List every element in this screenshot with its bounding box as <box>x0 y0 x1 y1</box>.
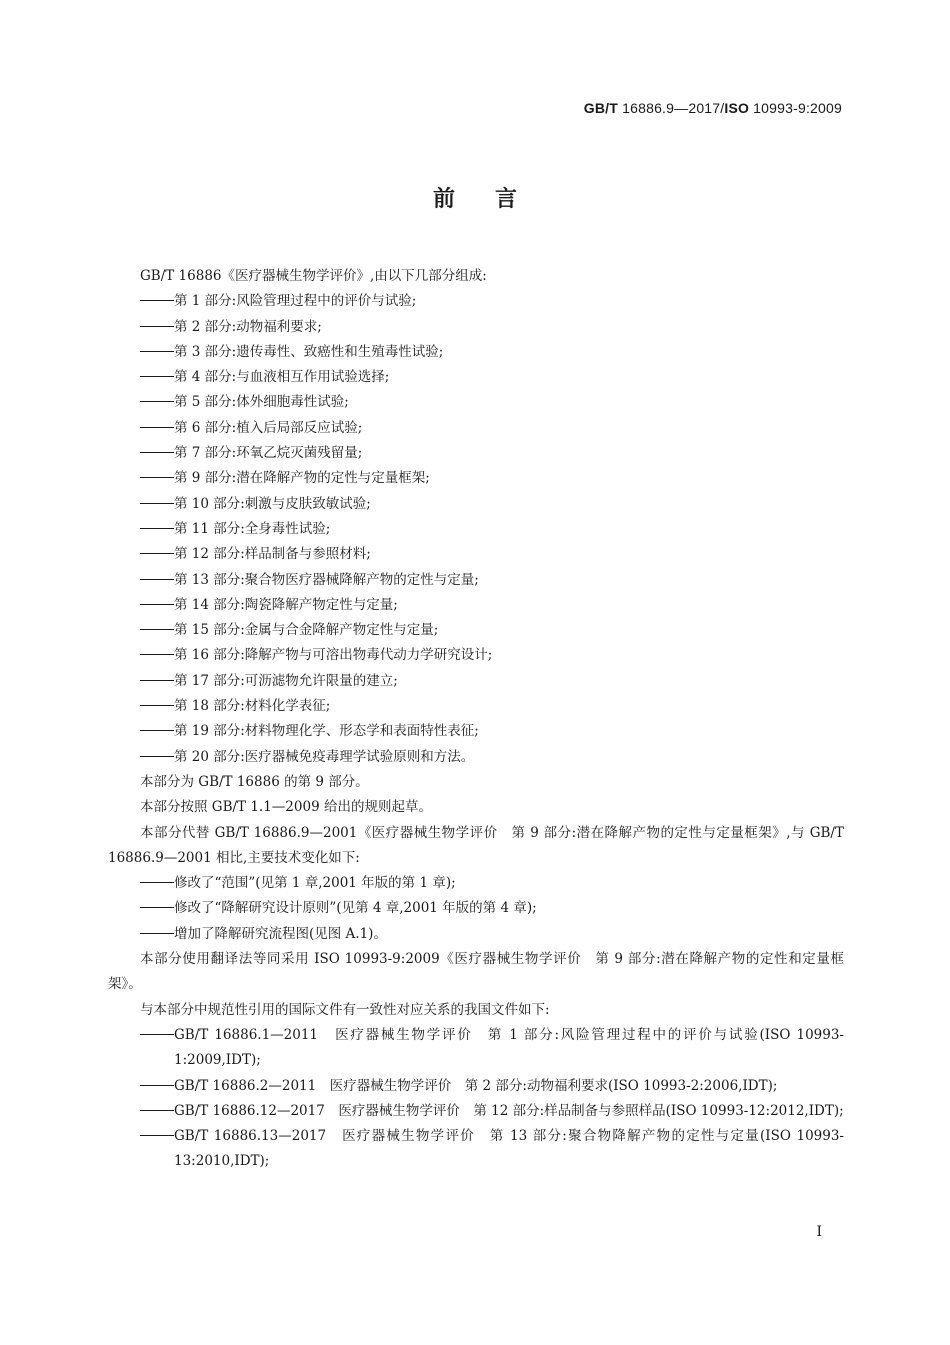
part-item: 第 14 部分:陶瓷降解产物定性与定量; <box>108 593 844 618</box>
em-dash-line <box>140 629 174 630</box>
ref-item: GB/T 16886.13—2017 医疗器械生物学评价 第 13 部分:聚合物降解产物的定性与定量(ISO 10993-13:2010,IDT); <box>108 1124 844 1175</box>
change-item: 修改了“范围”(见第 1 章,2001 年版的第 1 章); <box>108 871 844 896</box>
part-item: 第 12 部分:样品制备与参照材料; <box>108 542 844 567</box>
rules-paragraph: 本部分按照 GB/T 1.1—2009 给出的规则起草。 <box>140 799 432 816</box>
em-dash-line <box>140 680 174 681</box>
part-item: 第 6 部分:植入后局部反应试验; <box>108 416 844 441</box>
foreword-body <box>108 264 844 1175</box>
em-dash-line <box>140 1085 174 1086</box>
part-item: 第 19 部分:材料物理化学、形态学和表面特性表征; <box>108 719 844 744</box>
em-dash-line <box>140 427 174 428</box>
em-dash-line <box>140 654 174 655</box>
em-dash-line <box>140 300 174 301</box>
part9-paragraph: 本部分为 GB/T 16886 的第 9 部分。 <box>140 773 369 790</box>
part-item: 第 18 部分:材料化学表征; <box>108 694 844 719</box>
em-dash-line <box>140 452 174 453</box>
code-prefix-iso: ISO <box>724 100 750 116</box>
em-dash-line <box>140 351 174 352</box>
em-dash-line <box>140 579 174 580</box>
code-number-iso: 10993-9:2009 <box>749 100 842 116</box>
refs-intro-paragraph: 与本部分中规范性引用的国际文件有一致性对应关系的我国文件如下: <box>140 1001 550 1018</box>
code-number-gb: 16886.9—2017/ <box>618 100 725 116</box>
part-item: 第 11 部分:全身毒性试验; <box>108 517 844 542</box>
part-item: 第 3 部分:遗传毒性、致癌性和生殖毒性试验; <box>108 340 844 365</box>
em-dash-line <box>140 1034 174 1035</box>
em-dash-line <box>140 503 174 504</box>
page-number: I <box>816 1224 822 1240</box>
translation-paragraph: 本部分使用翻译法等同采用 ISO 10993-9:2009《医疗器械生物学评价 第 9 部分:潜在降解产物的定性和定量框架》。 <box>108 951 844 993</box>
em-dash-line <box>140 907 174 908</box>
change-item: 增加了降解研究流程图(见图 A.1)。 <box>108 922 844 947</box>
ref-item: GB/T 16886.12—2017 医疗器械生物学评价 第 12 部分:样品制备与参照样品(ISO 10993-12:2012,IDT); <box>108 1099 844 1124</box>
part-item: 第 5 部分:体外细胞毒性试验; <box>108 390 844 415</box>
ref-item: GB/T 16886.1—2011 医疗器械生物学评价 第 1 部分:风险管理过程中的评价与试验(ISO 10993-1:2009,IDT); <box>108 1023 844 1074</box>
em-dash-line <box>140 1110 174 1111</box>
part-item: 第 15 部分:金属与合金降解产物定性与定量; <box>108 618 844 643</box>
part-item: 第 7 部分:环氧乙烷灭菌残留量; <box>108 441 844 466</box>
part-item: 第 10 部分:刺激与皮肤致敏试验; <box>108 492 844 517</box>
em-dash-line <box>140 401 174 402</box>
page-title: 前言 <box>432 187 557 212</box>
part-item: 第 20 部分:医疗器械免疫毒理学试验原则和方法。 <box>108 745 844 770</box>
em-dash-line <box>140 477 174 478</box>
em-dash-line <box>140 376 174 377</box>
code-prefix-gbt: GB/T <box>583 100 619 116</box>
em-dash-line <box>140 882 174 883</box>
part-item: 第 1 部分:风险管理过程中的评价与试验; <box>108 289 844 314</box>
part-item: 第 2 部分:动物福利要求; <box>108 315 844 340</box>
em-dash-line <box>140 528 174 529</box>
em-dash-line <box>140 1135 174 1136</box>
ref-item: GB/T 16886.2—2011 医疗器械生物学评价 第 2 部分:动物福利要求(ISO 10993-2:2006,IDT); <box>108 1074 844 1099</box>
replace-paragraph: 本部分代替 GB/T 16886.9—2001《医疗器械生物学评价 第 9 部分:潜在降解产物的定性与定量框架》,与 GB/T 16886.9—2001 相比,主要技术变化如下: <box>108 824 844 866</box>
standard-code-header <box>584 100 842 116</box>
part-item: 第 17 部分:可沥滤物允许限量的建立; <box>108 669 844 694</box>
em-dash-line <box>140 604 174 605</box>
part-item: 第 9 部分:潜在降解产物的定性与定量框架; <box>108 466 844 491</box>
em-dash-line <box>140 705 174 706</box>
part-item: 第 13 部分:聚合物医疗器械降解产物的定性与定量; <box>108 568 844 593</box>
em-dash-line <box>140 730 174 731</box>
em-dash-line <box>140 553 174 554</box>
em-dash-line <box>140 756 174 757</box>
em-dash-line <box>140 326 174 327</box>
change-item: 修改了“降解研究设计原则”(见第 4 章,2001 年版的第 4 章); <box>108 896 844 921</box>
intro-paragraph: GB/T 16886《医疗器械生物学评价》,由以下几部分组成: <box>140 268 487 284</box>
part-item: 第 4 部分:与血液相互作用试验选择; <box>108 365 844 390</box>
em-dash-line <box>140 933 174 934</box>
part-item: 第 16 部分:降解产物与可溶出物毒代动力学研究设计; <box>108 643 844 668</box>
